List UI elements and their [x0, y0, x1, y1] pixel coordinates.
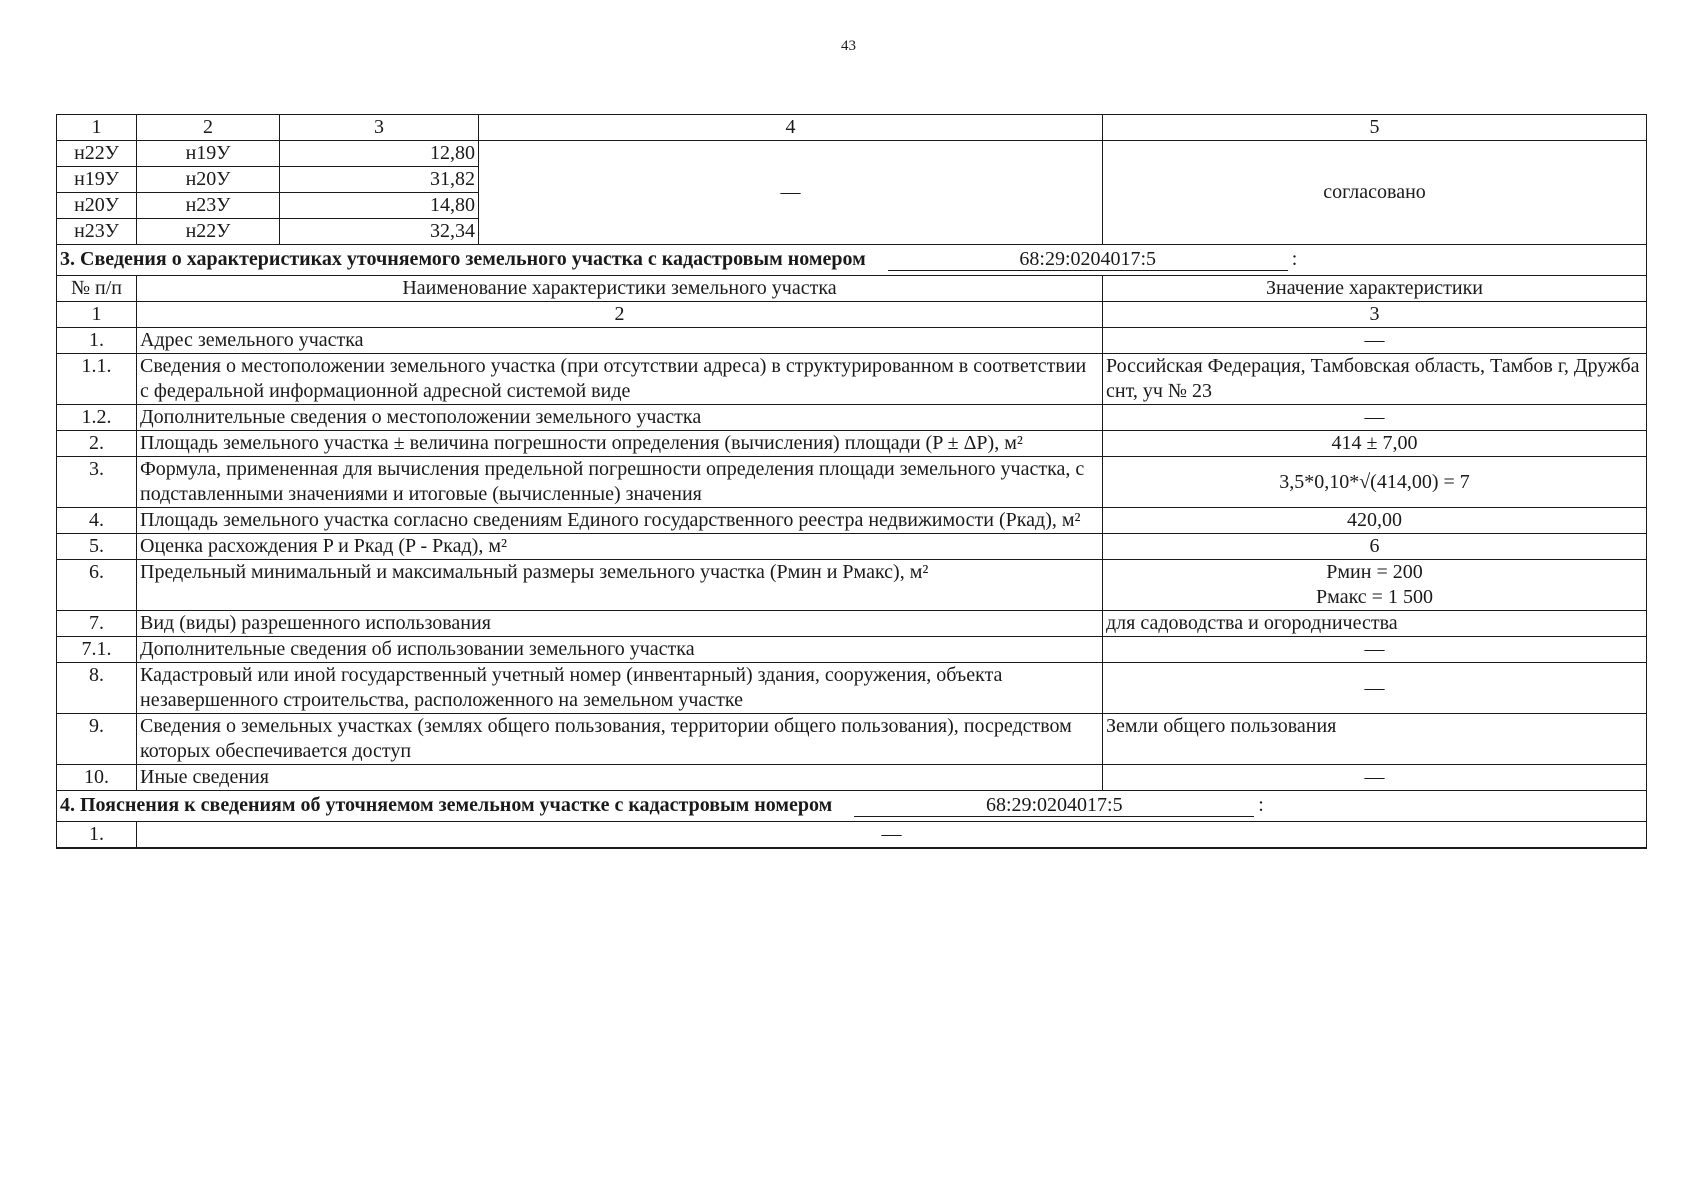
- characteristic-row: [57, 508, 1647, 534]
- characteristic-name: Площадь земельного участка согласно сведениям Единого государственного реестра недвижимости (Pкад), м²: [137, 508, 1103, 534]
- boundary-header-4: 4: [479, 115, 1103, 141]
- section3-header-num: № п/п: [57, 276, 137, 302]
- boundary-from-point: н23У: [57, 219, 137, 245]
- characteristic-name: Сведения о местоположении земельного участка (при отсутствии адреса) в структурированном в соответствии с федеральной информационной адресной системой виде: [137, 354, 1103, 405]
- section4-cadastral-number: 68:29:0204017:5: [854, 794, 1254, 817]
- section4-num: 1.: [57, 822, 137, 849]
- section4-title-row: [57, 791, 1647, 822]
- characteristic-num: 2.: [57, 431, 137, 457]
- section3-colnum-1: 1: [57, 302, 137, 328]
- characteristic-row: [57, 663, 1647, 714]
- section4-value: —: [137, 822, 1647, 849]
- characteristic-row: [57, 637, 1647, 663]
- characteristic-value: Земли общего пользования: [1103, 714, 1647, 765]
- characteristic-value-pair: [1103, 560, 1647, 611]
- characteristic-value: 414 ± 7,00: [1103, 431, 1647, 457]
- characteristic-num: 3.: [57, 457, 137, 508]
- section3-header-name: Наименование характеристики земельного участка: [137, 276, 1103, 302]
- characteristic-name: Дополнительные сведения о местоположении земельного участка: [137, 405, 1103, 431]
- section3-colon: :: [1291, 248, 1298, 270]
- characteristic-value: —: [1103, 328, 1647, 354]
- characteristic-value: —: [1103, 765, 1647, 791]
- characteristic-row: [57, 328, 1647, 354]
- section3-title: 3. Сведения о характеристиках уточняемого земельного участка с кадастровым номером: [60, 248, 866, 270]
- characteristic-num: 4.: [57, 508, 137, 534]
- characteristic-row: [57, 354, 1647, 405]
- boundary-to-point: н20У: [137, 167, 280, 193]
- section3-title-row: [57, 245, 1647, 276]
- characteristic-row: [57, 560, 1647, 611]
- characteristic-name: Иные сведения: [137, 765, 1103, 791]
- boundary-col5-value: согласовано: [1103, 141, 1647, 245]
- section3-colnum-row: [57, 302, 1647, 328]
- characteristic-name: Предельный минимальный и максимальный размеры земельного участка (Pмин и Pмакс), м²: [137, 560, 1103, 611]
- characteristic-num: 1.2.: [57, 405, 137, 431]
- characteristic-num: 1.: [57, 328, 137, 354]
- characteristic-num: 5.: [57, 534, 137, 560]
- characteristic-value: —: [1103, 405, 1647, 431]
- characteristic-row: [57, 405, 1647, 431]
- boundary-header-row: [57, 115, 1647, 141]
- section3-header-value: Значение характеристики: [1103, 276, 1647, 302]
- characteristic-row: [57, 457, 1647, 508]
- characteristic-name: Формула, примененная для вычисления предельной погрешности определения площади земельного участка, с подставленными значениями и итоговые (вычисленные) значения: [137, 457, 1103, 508]
- characteristic-name: Кадастровый или иной государственный учетный номер (инвентарный) здания, сооружения, объекта незавершенного строительства, расположенного на земельном участке: [137, 663, 1103, 714]
- characteristic-num: 1.1.: [57, 354, 137, 405]
- boundary-to-point: н19У: [137, 141, 280, 167]
- section3-header-row: [57, 276, 1647, 302]
- section3-colnum-3: 3: [1103, 302, 1647, 328]
- characteristic-row: [57, 534, 1647, 560]
- section4-row: [57, 822, 1647, 849]
- boundary-from-point: н20У: [57, 193, 137, 219]
- characteristic-name: Адрес земельного участка: [137, 328, 1103, 354]
- boundary-length: 12,80: [280, 141, 479, 167]
- boundary-from-point: н19У: [57, 167, 137, 193]
- document-table: [56, 114, 1646, 849]
- characteristic-name: Сведения о земельных участках (землях общего пользования, территории общего пользования), посредством которых обеспечивается доступ: [137, 714, 1103, 765]
- boundary-to-point: н22У: [137, 219, 280, 245]
- boundary-header-3: 3: [280, 115, 479, 141]
- characteristic-num: 7.: [57, 611, 137, 637]
- boundary-col4-value: —: [479, 141, 1103, 245]
- boundary-length: 31,82: [280, 167, 479, 193]
- section3-colnum-2: 2: [137, 302, 1103, 328]
- characteristic-row: [57, 611, 1647, 637]
- characteristic-num: 10.: [57, 765, 137, 791]
- characteristic-num: 6.: [57, 560, 137, 611]
- section4-title: 4. Пояснения к сведениям об уточняемом земельном участке с кадастровым номером: [60, 794, 833, 816]
- boundary-header-1: 1: [57, 115, 137, 141]
- characteristic-name: Вид (виды) разрешенного использования: [137, 611, 1103, 637]
- boundary-header-5: 5: [1103, 115, 1647, 141]
- characteristic-value: 3,5*0,10*√(414,00) = 7: [1103, 457, 1647, 508]
- characteristic-name: Дополнительные сведения об использовании земельного участка: [137, 637, 1103, 663]
- boundary-row: [57, 141, 1647, 167]
- characteristic-name: Площадь земельного участка ± величина погрешности определения (вычисления) площади (P ± ΔP), м²: [137, 431, 1103, 457]
- boundary-length: 14,80: [280, 193, 479, 219]
- boundary-from-point: н22У: [57, 141, 137, 167]
- characteristic-name: Оценка расхождения P и Pкад (P - Pкад), м²: [137, 534, 1103, 560]
- characteristic-value: Российская Федерация, Тамбовская область, Тамбов г, Дружба снт, уч № 23: [1103, 354, 1647, 405]
- page-number: 43: [841, 38, 856, 54]
- characteristic-value: —: [1103, 637, 1647, 663]
- characteristic-num: 9.: [57, 714, 137, 765]
- characteristic-value-min: Pмин = 200: [1326, 561, 1423, 583]
- characteristic-value: —: [1103, 663, 1647, 714]
- characteristic-num: 8.: [57, 663, 137, 714]
- boundary-header-2: 2: [137, 115, 280, 141]
- characteristic-value: 6: [1103, 534, 1647, 560]
- characteristic-value-max: Pмакс = 1 500: [1316, 586, 1433, 608]
- characteristic-row: [57, 431, 1647, 457]
- characteristic-value: 420,00: [1103, 508, 1647, 534]
- characteristic-row: [57, 714, 1647, 765]
- boundary-length: 32,34: [280, 219, 479, 245]
- characteristic-row: [57, 765, 1647, 791]
- characteristic-num: 7.1.: [57, 637, 137, 663]
- boundary-to-point: н23У: [137, 193, 280, 219]
- section3-cadastral-number: 68:29:0204017:5: [888, 248, 1288, 271]
- section4-colon: :: [1258, 794, 1264, 816]
- characteristic-value: для садоводства и огородничества: [1103, 611, 1647, 637]
